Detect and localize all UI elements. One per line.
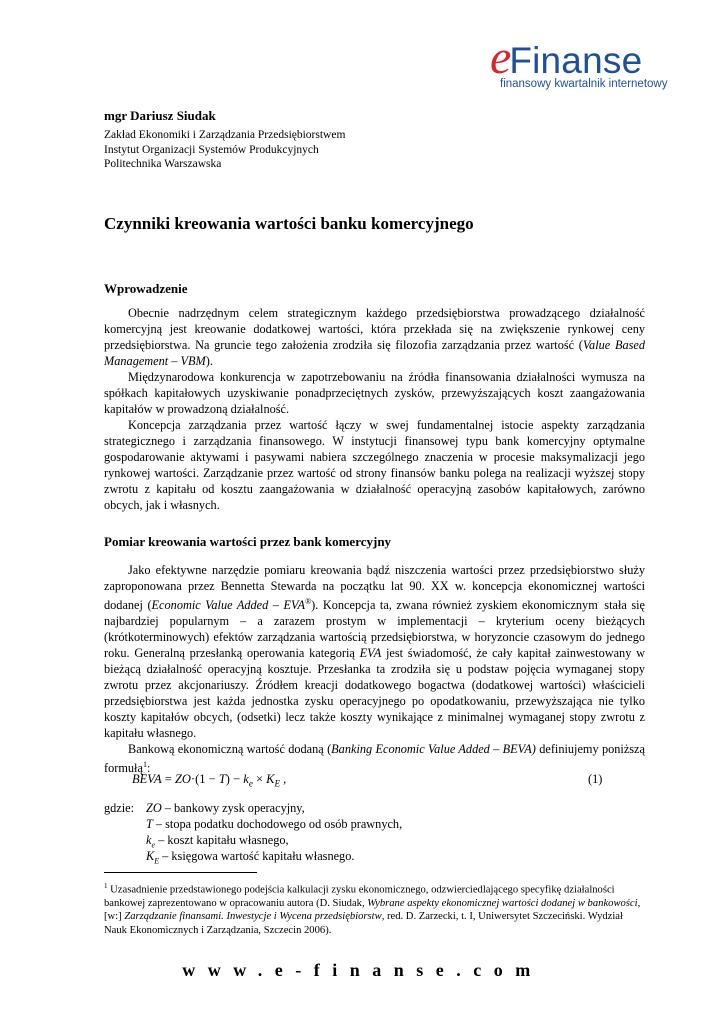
author-name: mgr Dariusz Siudak [104, 108, 216, 123]
paper-title: Czynniki kreowania wartości banku komercyjnego [104, 214, 474, 233]
logo-word: Finanse [509, 40, 643, 81]
definition-item: $k_e$ – koszt kapitału własnego, [146, 833, 289, 850]
logo-e-letter: e [490, 31, 512, 84]
affiliation-line: Instytut Organizacji Systemów Produkcyjnych [104, 143, 319, 156]
footnote-separator [104, 872, 257, 873]
definition-item: ZO – bankowy zysk operacyjny, [146, 801, 305, 815]
affiliation-line: Zakład Ekonomiki i Zarządzania Przedsiębiorstwem [104, 129, 346, 141]
author-affiliation [104, 128, 345, 172]
section-heading-measurement: Pomiar kreowania wartości przez bank komercyjny [104, 534, 392, 549]
paragraph: Jako efektywne narzędzie pomiaru kreowania bądź niszczenia wartości przez przedsiębiorstwo służy zaproponowana przez Bennetta Stewarda na początku lat 90. XX w. koncepcja ekonomicznej wartości dodanej (Economic Value Added – EVA®). Koncepcja ta, zwana również zyskiem ekonomicznym· stała się najbardziej popularnym – a zarazem prostym w implementacji – kryterium oceny bieżących (krótkoterminowych) efektów zarządzania wartością przedsiębiorstwa, w horyzoncie czasowym do jednego roku. Generalną przesłanką operowania kategorią EVA jest świadomość, że cały kapitał zainwestowany w bieżącą działalność operacyjną kosztuje. Przesłanka ta zrodziła się u podstaw pojęcia wymaganej stopy zwrotu przez akcjonariuszy. Źródłem kreacji dodatkowego bogactwa (dodatkowej wartości) właścicieli przedsiębiorstwa jest każda jednostka zysku operacyjnego po opodatkowaniu, przewyższająca nie tylko koszty kapitałów obcych, (odsetki) lecz także koszty wynikające z minimalnej wymaganej stopy zwrotu z kapitału własnego. Bankową ekonomiczną wartość dodaną (Banking Economic Value Added – BEVA) definiujemy poniższą formułą$^1$: [104, 563, 645, 776]
efinanse-logo [490, 31, 668, 96]
definition-item: $K_E$ – księgowa wartość kapitału własnego. [146, 849, 355, 866]
footnote: $^1$ Uzasadnienie przedstawionego podejścia kalkulacji zysku ekonomicznego, odzwierciedlającego specyfikę działalności bankowej zaprezentowano w opracowaniu autora (D. Siudak, Wybrane aspekty ekonomicznej wartości dodanej w bankowości, [w:] Zarządzanie finansami. Inwestycje i Wycena przedsiębiorstw, red. D. Zarzecki, t. I, Uniwersytet Szczeciński. Wydział Nauk Ekonomicznych i Zarządzania, Szczecin 2006). [104, 882, 641, 936]
footnote-ref[interactable]: 1 [142, 760, 147, 770]
logo-tagline: finansowy kwartalnik internetowy [500, 78, 668, 90]
paragraph: Obecnie nadrzędnym celem strategicznym każdego przedsiębiorstwa prowadzącego działalność komercyjną jest kreowanie dodatkowej wartości, która przekłada się na zwiększenie rynkowej ceny przedsiębiorstwa. Na gruncie tego założenia zrodziła się filozofia zarządzania przez wartość (Value Based Management – VBM). Międzynarodowa konkurencja w zapotrzebowaniu na źródła finansowania działalności wymusza na spółkach kapitałowych uzyskiwanie ponadprzeciętnych zysków, przewyższających koszt zaangażowania kapitałów w prowadzoną działalność. Koncepcja zarządzania przez wartość łączy w swej fundamentalnej istocie aspekty zarządzania strategicznego i zarządzania finansowego. W instytucji finansowej typu bank komercyjny optymalne gospodarowanie aktywami i pasywami nabiera szczególnego znaczenia w procesie maksymalizacji jego rynkowej wartości. Zarządzanie przez wartość od strony finansów banku polega na realizacji wyższej stopy zwrotu z kapitału od kosztu zaangażowania w działalność operacyjną zasobów kapitałowych, zarówno obcych, jak i własnych. [104, 306, 645, 512]
definition-item: T – stopa podatku dochodowego od osób prawnych, [146, 817, 403, 831]
affiliation-line: Politechnika Warszawska [104, 158, 222, 170]
equation-number: (1) [588, 772, 603, 786]
definitions-label: gdzie: [104, 801, 135, 815]
section-heading-intro: Wprowadzenie [104, 281, 188, 296]
beva-formula: BEVA = $ZO\cdot(1 - T) - k_e \times K_E$ , [132, 772, 287, 789]
footer-website-link[interactable]: www.e-finanse.com [182, 960, 543, 980]
logo-wordmark [490, 31, 644, 84]
